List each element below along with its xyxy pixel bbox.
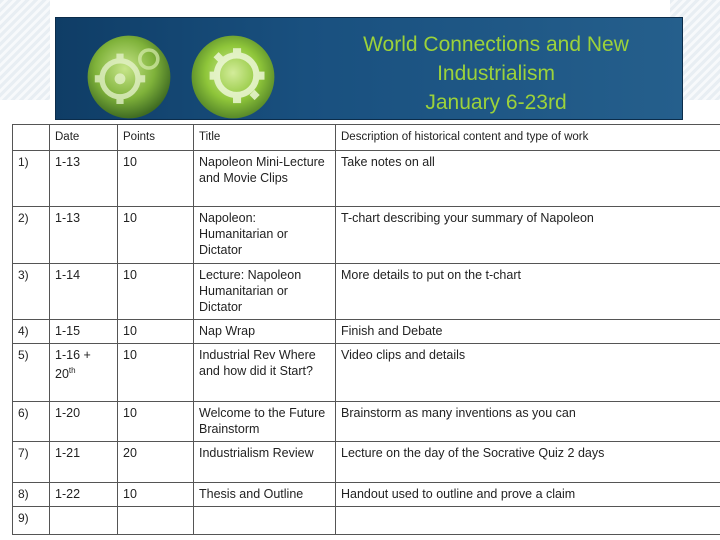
row-date: 1-14 [50,264,118,320]
header-number [13,125,50,151]
title-line-1: World Connections and New [363,33,629,56]
table-row [13,507,720,535]
row-description: Take notes on all [336,151,720,207]
row-date-text: 1-16 + 20 [55,348,91,382]
row-points: 10 [118,483,194,507]
row-date: 1-22 [50,483,118,507]
schedule-table [12,124,720,535]
table-row [13,344,720,402]
table-row [13,320,720,344]
table-row [13,483,720,507]
header-points: Points [118,125,194,151]
row-title: Industrialism Review [194,442,336,483]
table-row [13,264,720,320]
row-points: 10 [118,402,194,442]
row-points: 10 [118,207,194,264]
row-date: 1-13 [50,151,118,207]
header-date: Date [50,125,118,151]
row-title: Welcome to the Future Brainstorm [194,402,336,442]
row-description: Brainstorm as many inventions as you can [336,402,720,442]
row-points: 20 [118,442,194,483]
row-description: Handout used to outline and prove a claim [336,483,720,507]
row-points: 10 [118,264,194,320]
row-date [50,507,118,535]
row-points: 10 [118,344,194,402]
row-description: More details to put on the t-chart [336,264,720,320]
row-number: 6) [13,402,50,442]
row-date-suffix: th [68,366,76,375]
row-title: Lecture: Napoleon Humanitarian or Dictator [194,264,336,320]
table-row [13,207,720,264]
row-points: 10 [118,151,194,207]
row-number: 8) [13,483,50,507]
row-date: 1-21 [50,442,118,483]
table-row [13,151,720,207]
row-description: Lecture on the day of the Socrative Quiz 2 days [336,442,720,483]
table-header-row [13,125,720,151]
row-date: 1-13 [50,207,118,264]
row-points: 10 [118,320,194,344]
row-title: Napoleon Mini-Lecture and Movie Clips [194,151,336,207]
table-row [13,442,720,483]
row-number: 5) [13,344,50,402]
title-banner [55,17,683,120]
row-description: Finish and Debate [336,320,720,344]
row-title [194,507,336,535]
row-number: 3) [13,264,50,320]
row-points [118,507,194,535]
header-description: Description of historical content and type of work [336,125,720,151]
row-number: 7) [13,442,50,483]
row-number: 2) [13,207,50,264]
gear-image-left [84,32,174,122]
row-title: Nap Wrap [194,320,336,344]
gear-image-right [188,32,278,122]
row-date: 1-20 [50,402,118,442]
row-description: Video clips and details [336,344,720,402]
header-title: Title [194,125,336,151]
row-number: 4) [13,320,50,344]
row-title: Napoleon: Humanitarian or Dictator [194,207,336,264]
row-date [50,344,118,402]
row-number: 1) [13,151,50,207]
row-description [336,507,720,535]
row-number: 9) [13,507,50,535]
title-line-2: Industrialism [437,62,555,85]
page-title [326,30,666,117]
decorative-stripe-left [0,0,50,100]
row-title: Industrial Rev Where and how did it Start? [194,344,336,402]
row-date: 1-15 [50,320,118,344]
row-description: T-chart describing your summary of Napoleon [336,207,720,264]
row-title: Thesis and Outline [194,483,336,507]
table-row [13,402,720,442]
title-line-3: January 6-23rd [425,91,567,114]
